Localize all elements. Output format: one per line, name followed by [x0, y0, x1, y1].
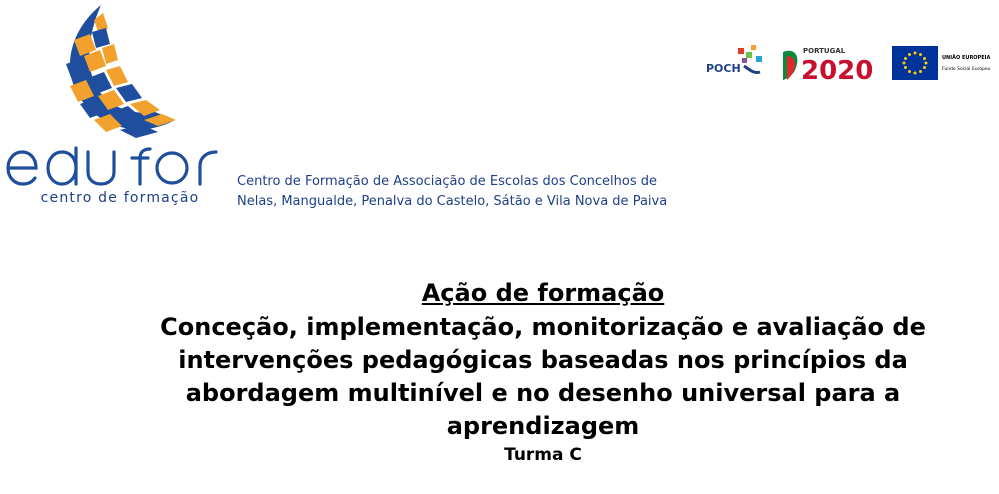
eu-flag-logo	[892, 46, 992, 82]
course-title-line: abordagem multinível e no desenho universal para a	[185, 379, 901, 407]
training-center-description	[237, 172, 667, 212]
course-title-line: intervenções pedagógicas baseadas nos princípios da	[178, 346, 908, 374]
poch-logo	[704, 44, 766, 84]
course-title-block	[80, 278, 999, 466]
portugal-year: 2020	[801, 56, 874, 84]
edufor-logo-mark	[55, 4, 185, 142]
description-line: Nelas, Mangualde, Penalva do Castelo, Sátão e Vila Nova de Paiva	[237, 194, 668, 209]
course-title-line: Conceção, implementação, monitorização e avaliação de	[160, 313, 926, 341]
class-label: Turma C	[504, 445, 582, 465]
action-heading: Ação de formação	[421, 279, 665, 307]
edufor-wordmark	[4, 146, 236, 192]
portugal-label: PORTUGAL	[803, 47, 846, 55]
description-line: Centro de Formação de Associação de Escolas dos Concelhos de	[237, 174, 657, 189]
portugal-2020-logo	[779, 44, 879, 84]
course-title-line: aprendizagem	[446, 412, 640, 440]
edufor-tagline: centro de formação	[40, 190, 200, 206]
eu-label: UNIÃO EUROPEIA	[942, 55, 991, 61]
course-title	[80, 311, 999, 443]
esf-label: Fundo Social Europeu	[942, 67, 991, 72]
poch-text: POCH	[706, 62, 741, 75]
